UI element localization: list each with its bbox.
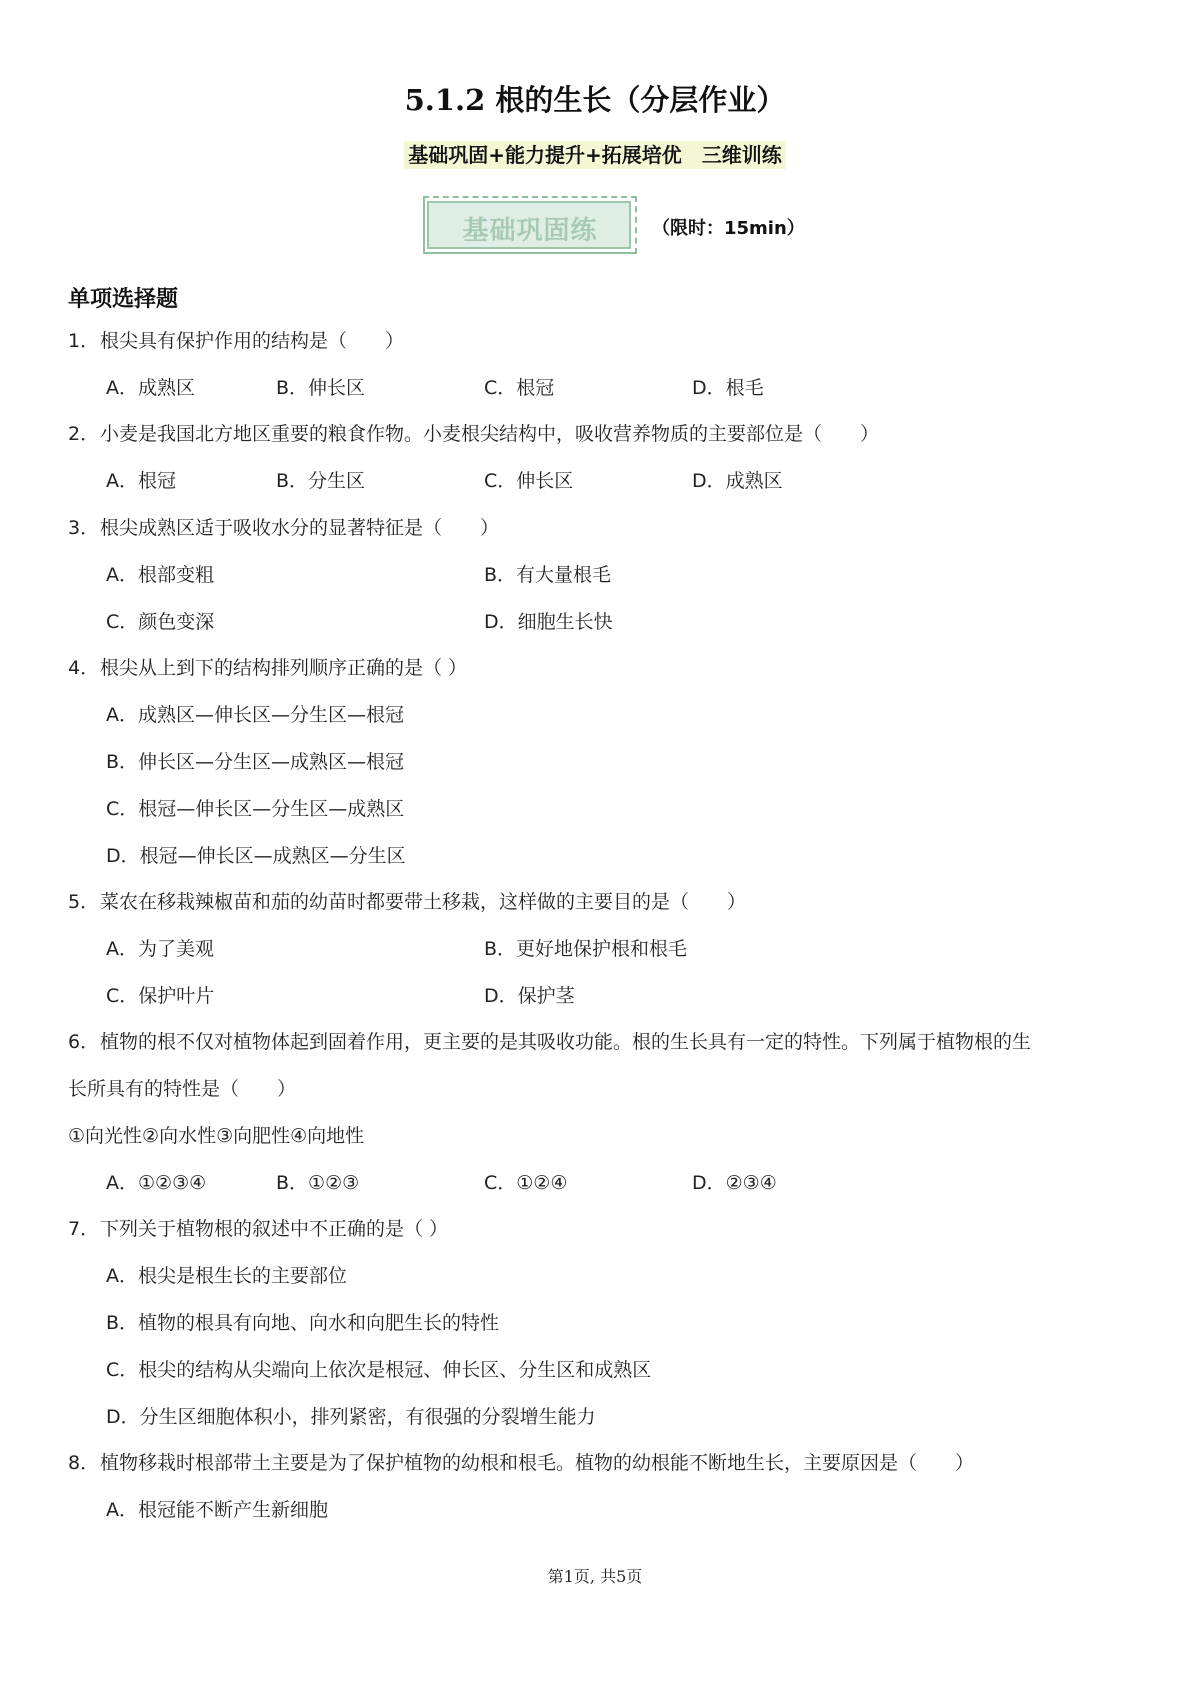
option-7c[interactable]: C．根尖的结构从尖端向上依次是根冠、伸长区、分生区和成熟区 bbox=[106, 1359, 652, 1381]
question-number: 5． bbox=[68, 891, 100, 913]
option-4a[interactable]: A．成熟区—伸长区—分生区—根冠 bbox=[106, 704, 404, 726]
option-6d[interactable]: D．②③④ bbox=[692, 1172, 777, 1194]
question-text: 植物移栽时根部带土主要是为了保护植物的幼根和根毛。植物的幼根能不断地生长，主要原因是（ ） bbox=[100, 1452, 975, 1474]
option-1a[interactable]: A．成熟区 bbox=[106, 377, 195, 399]
question-8 bbox=[68, 1450, 974, 1476]
question-text: 菜农在移栽辣椒苗和茄的幼苗时都要带土移栽，这样做的主要目的是（ ） bbox=[100, 891, 747, 913]
option-7b[interactable]: B．植物的根具有向地、向水和向肥生长的特性 bbox=[106, 1312, 500, 1334]
option-8a[interactable]: A．根冠能不断产生新细胞 bbox=[106, 1499, 328, 1521]
option-5a[interactable]: A．为了美观 bbox=[106, 938, 214, 960]
section-heading: 单项选择题 bbox=[68, 287, 179, 312]
option-2d[interactable]: D．成熟区 bbox=[692, 470, 783, 492]
subtitle-text: 基础巩固+能力提升+拓展培优 三维训练 bbox=[404, 141, 786, 169]
question-number: 3． bbox=[68, 517, 100, 539]
option-3a[interactable]: A．根部变粗 bbox=[106, 564, 214, 586]
question-2 bbox=[68, 421, 879, 447]
question-number: 7． bbox=[68, 1218, 100, 1240]
question-number: 1． bbox=[68, 330, 100, 352]
time-limit: （限时：15min） bbox=[652, 218, 805, 239]
question-6-list: ①向光性②向水性③向肥性④向地性 bbox=[68, 1125, 365, 1147]
question-4 bbox=[68, 655, 467, 681]
question-number: 2． bbox=[68, 423, 100, 445]
option-1b[interactable]: B．伸长区 bbox=[276, 377, 366, 399]
question-5 bbox=[68, 889, 746, 915]
option-2b[interactable]: B．分生区 bbox=[276, 470, 366, 492]
subtitle bbox=[0, 139, 1190, 168]
option-4c[interactable]: C．根冠—伸长区—分生区—成熟区 bbox=[106, 798, 405, 820]
option-6a[interactable]: A．①②③④ bbox=[106, 1172, 207, 1194]
option-2a[interactable]: A．根冠 bbox=[106, 470, 176, 492]
option-3c[interactable]: C．颜色变深 bbox=[106, 611, 215, 633]
option-3d[interactable]: D．细胞生长快 bbox=[484, 611, 613, 633]
question-text: 根尖成熟区适于吸收水分的显著特征是（ ） bbox=[100, 517, 500, 539]
question-text: 下列关于植物根的叙述中不正确的是（ ） bbox=[100, 1218, 449, 1240]
option-5c[interactable]: C．保护叶片 bbox=[106, 985, 215, 1007]
option-6c[interactable]: C．①②④ bbox=[484, 1172, 568, 1194]
question-text: 根尖从上到下的结构排列顺序正确的是（ ） bbox=[100, 657, 468, 679]
question-number: 4． bbox=[68, 657, 100, 679]
question-text-line1: 植物的根不仅对植物体起到固着作用，更主要的是其吸收功能。根的生长具有一定的特性。下列属于植物根的生 bbox=[100, 1031, 1032, 1053]
page-footer: 第1页, 共5页 bbox=[547, 1567, 643, 1586]
question-1 bbox=[68, 328, 404, 354]
option-2c[interactable]: C．伸长区 bbox=[484, 470, 574, 492]
question-text: 根尖具有保护作用的结构是（ ） bbox=[100, 330, 405, 352]
option-5d[interactable]: D．保护茎 bbox=[484, 985, 575, 1007]
question-6 bbox=[68, 1029, 1031, 1055]
page-title: 5.1.2 根的生长（分层作业） bbox=[404, 83, 786, 117]
section-stamp bbox=[423, 196, 637, 254]
question-6-line2: 长所具有的特性是（ ） bbox=[68, 1078, 297, 1100]
stamp-label: 基础巩固练 bbox=[462, 216, 598, 246]
option-1d[interactable]: D．根毛 bbox=[692, 377, 764, 399]
option-4d[interactable]: D．根冠—伸长区—成熟区—分生区 bbox=[106, 845, 406, 867]
option-5b[interactable]: B．更好地保护根和根毛 bbox=[484, 938, 688, 960]
question-text: 小麦是我国北方地区重要的粮食作物。小麦根尖结构中，吸收营养物质的主要部位是（ ） bbox=[100, 423, 880, 445]
option-1c[interactable]: C．根冠 bbox=[484, 377, 555, 399]
option-4b[interactable]: B．伸长区—分生区—成熟区—根冠 bbox=[106, 751, 405, 773]
option-7a[interactable]: A．根尖是根生长的主要部位 bbox=[106, 1265, 347, 1287]
question-number: 6． bbox=[68, 1031, 100, 1053]
question-3 bbox=[68, 515, 499, 541]
option-6b[interactable]: B．①②③ bbox=[276, 1172, 360, 1194]
option-3b[interactable]: B．有大量根毛 bbox=[484, 564, 612, 586]
question-number: 8． bbox=[68, 1452, 100, 1474]
option-7d[interactable]: D．分生区细胞体积小，排列紧密，有很强的分裂增生能力 bbox=[106, 1406, 596, 1428]
question-7 bbox=[68, 1216, 448, 1242]
